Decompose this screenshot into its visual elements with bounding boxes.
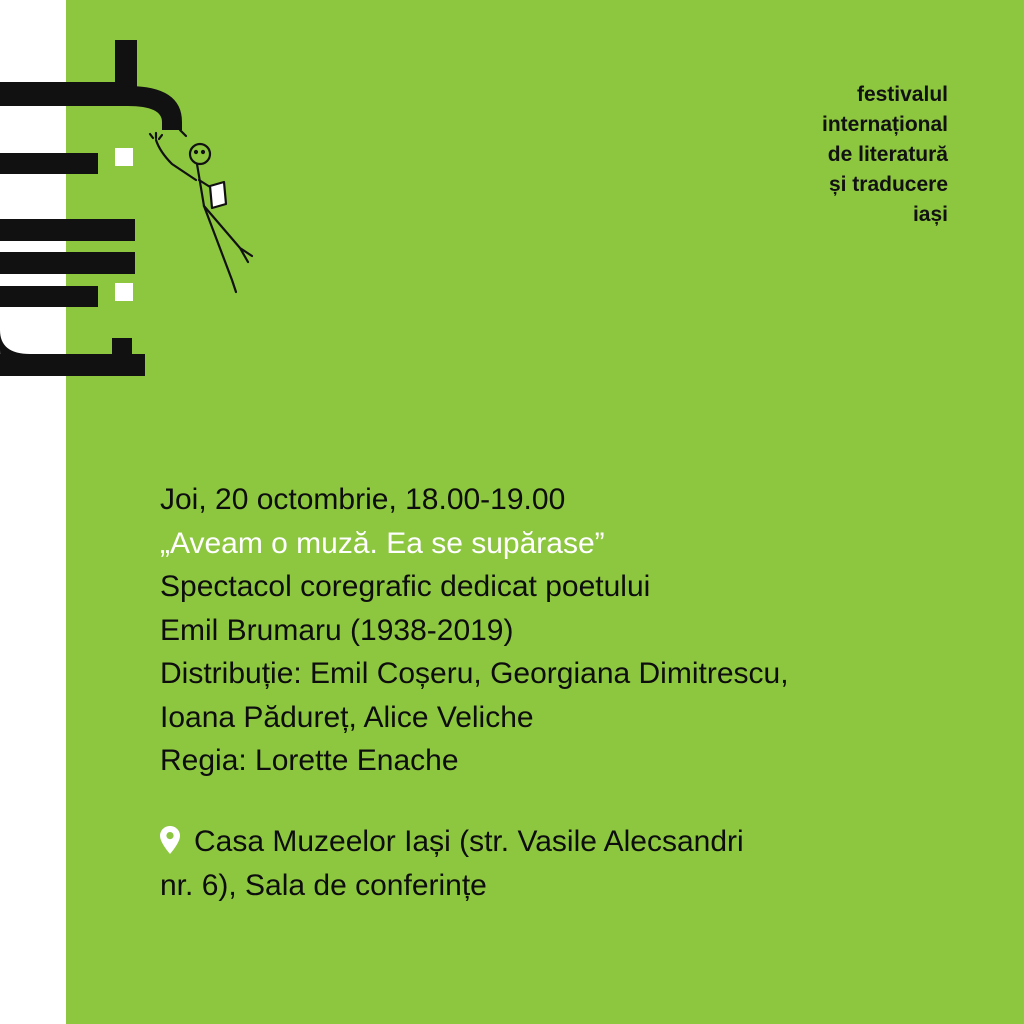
letter-t-cross [112,338,132,368]
event-description: Emil Brumaru (1938-2019) [160,613,514,647]
logo-letters [0,40,182,376]
letter-f-stem [0,82,135,106]
event-location [160,820,980,907]
event-datetime: Joi, 20 octombrie, 18.00-19.00 [160,483,566,516]
event-title: „Aveam o muză. Ea se supărase” [160,526,605,560]
letter-i-2-dot [115,283,133,301]
letter-i-2-stem [0,286,98,307]
festival-name-line: internațional [821,113,948,136]
event-description: Spectacol coregrafic dedicat poetului [160,570,651,603]
festival-name-line: de literatură [827,143,948,166]
location-line: nr. 6), Sala de conferințe [160,868,487,902]
letter-i-1-dot [115,148,133,166]
event-cast: Ioana Pădureț, Alice Veliche [160,700,534,734]
letter-l-1 [0,219,135,241]
fillit-logo [0,30,280,390]
letter-f-arch [128,86,182,130]
festival-name-line: iași [912,203,948,226]
festival-name-line: festivalul [856,83,948,106]
event-details [160,478,980,783]
location-pin-icon [160,826,180,854]
location-line: Casa Muzeelor Iași (str. Vasile Alecsandri [194,825,744,858]
event-cast: Distribuție: Emil Coșeru, Georgiana Dimitrescu, [160,657,789,690]
festival-name [822,80,948,230]
festival-name-line: și traducere [828,173,948,196]
event-director: Regia: Lorette Enache [160,744,459,777]
stick-figure-icon [150,130,252,292]
letter-l-2 [0,252,135,274]
letter-i-1-stem [0,153,98,174]
